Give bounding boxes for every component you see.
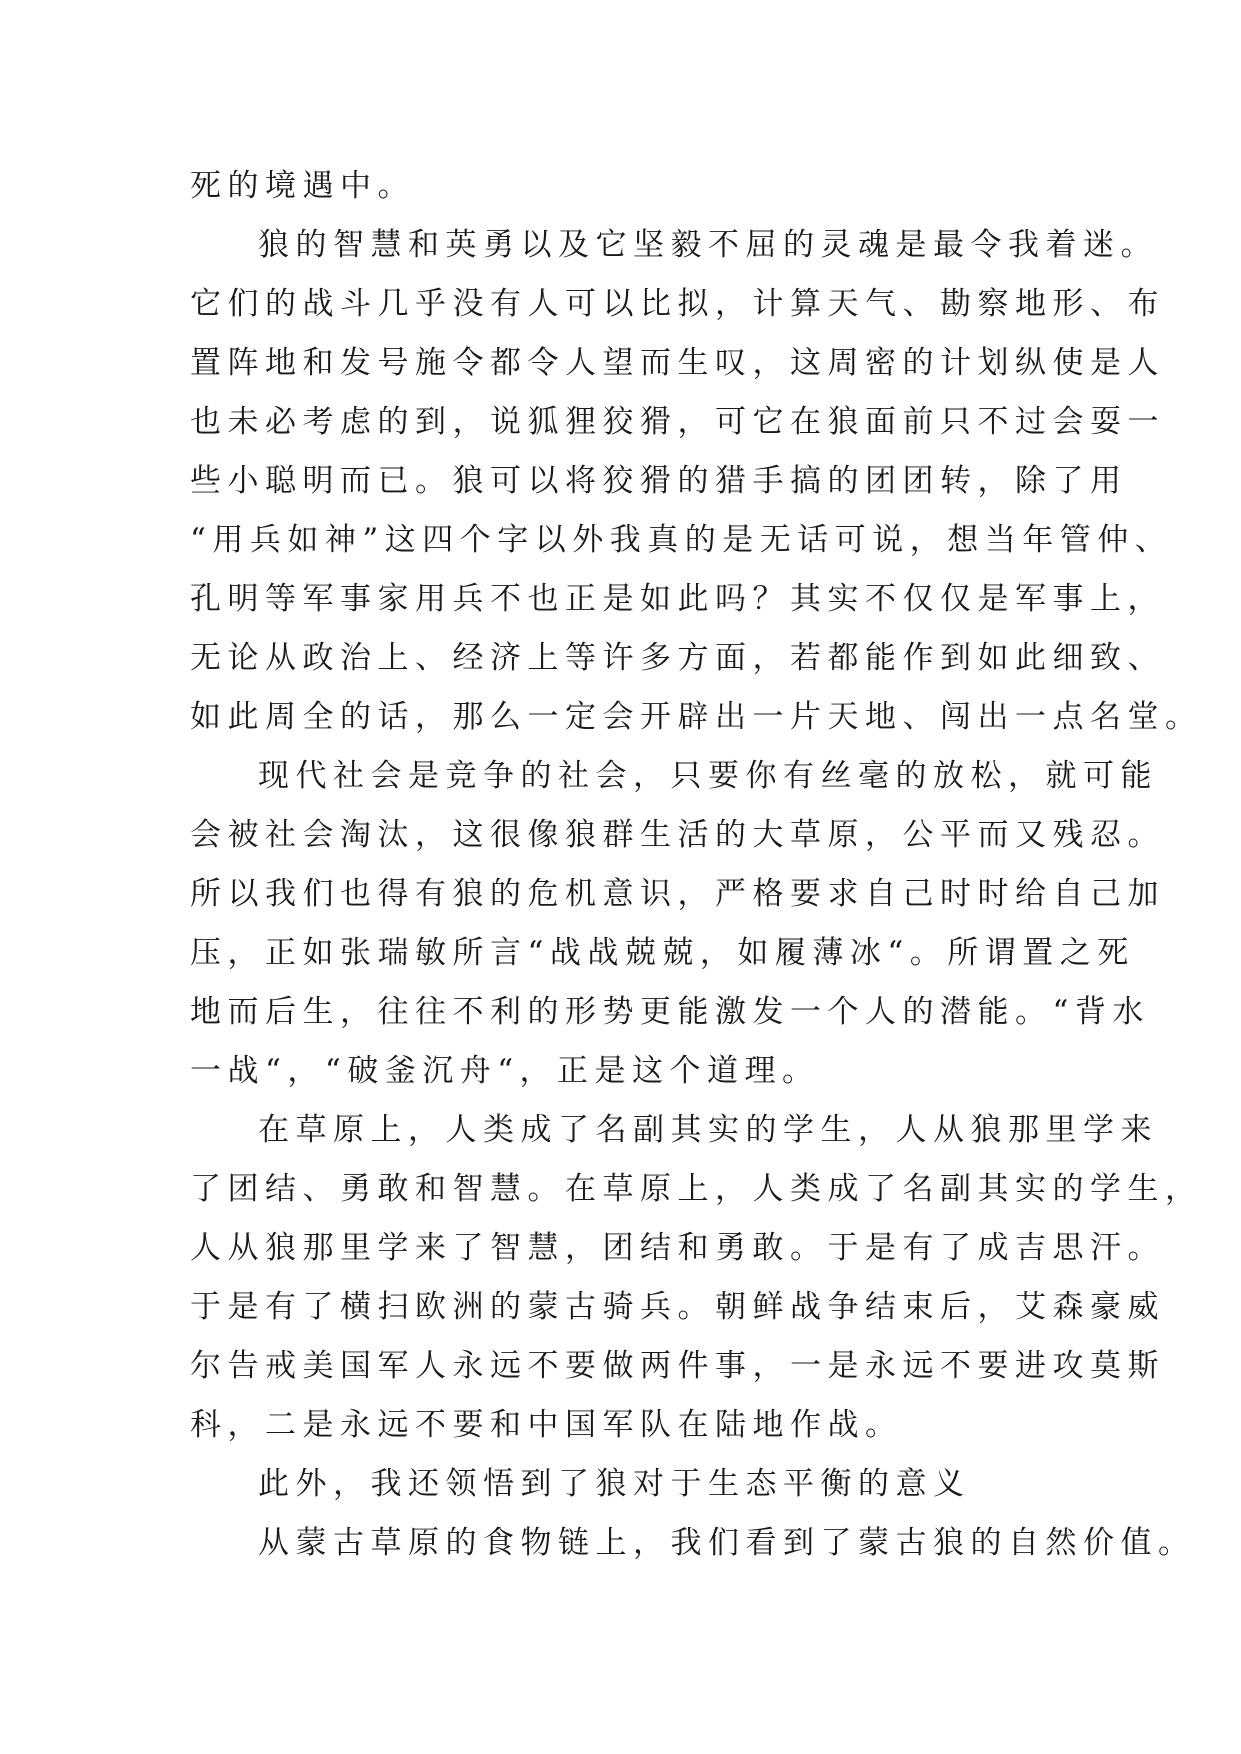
paragraph-start-line: 狼的智慧和英勇以及它坚毅不屈的灵魂是最令我着迷。 [258,227,1158,263]
text-line: 地而后生，往往不利的形势更能激发一个人的潜能。“背水 [190,994,1150,1030]
text-line: 些小聪明而已。狼可以将狡猾的猎手搞的团团转，除了用 [190,463,1128,499]
text-line: 了团结、勇敢和智慧。在草原上，人类成了名副其实的学生， [190,1171,1203,1207]
paragraph-start-line: 现代社会是竞争的社会，只要你有丝毫的放松，就可能 [258,758,1158,794]
text-line: 压，正如张瑞敏所言“战战兢兢，如履薄冰“。所谓置之死 [190,935,1135,971]
paragraph-start-line: 在草原上，人类成了名副其实的学生，人从狼那里学来 [258,1112,1158,1148]
text-line: 也未必考虑的到，说狐狸狡猾，可它在狼面前只不过会耍一 [190,404,1165,440]
document-body [190,157,1203,1573]
text-line: 于是有了横扫欧洲的蒙古骑兵。朝鲜战争结束后，艾森豪威 [190,1289,1165,1325]
text-line: 置阵地和发号施令都令人望而生叹，这周密的计划纵使是人 [190,345,1165,381]
text-line: 它们的战斗几乎没有人可以比拟，计算天气、勘察地形、布 [190,286,1165,322]
text-line: “用兵如神”这四个字以外我真的是无话可说，想当年管仲、 [190,522,1173,558]
text-line: 科，二是永远不要和中国军队在陆地作战。 [190,1407,903,1443]
paragraph-start-line: 从蒙古草原的食物链上，我们看到了蒙古狼的自然价值。 [258,1525,1196,1561]
paragraph-start-line: 此外，我还领悟到了狼对于生态平衡的意义 [258,1466,971,1502]
text-line: 无论从政治上、经济上等许多方面，若都能作到如此细致、 [190,640,1165,676]
text-line: 人从狼那里学来了智慧，团结和勇敢。于是有了成吉思汗。 [190,1230,1165,1266]
text-line: 尔告戒美国军人永远不要做两件事，一是永远不要进攻莫斯 [190,1348,1165,1384]
text-line: 死的境遇中。 [190,168,415,204]
text-line: 所以我们也得有狼的危机意识，严格要求自己时时给自己加 [190,876,1165,912]
text-line: 如此周全的话，那么一定会开辟出一片天地、闯出一点名堂。 [190,699,1203,735]
text-line: 孔明等军事家用兵不也正是如此吗？其实不仅仅是军事上， [190,581,1165,617]
text-line: 一战“，“破釜沉舟“，正是这个道理。 [190,1053,820,1089]
text-line: 会被社会淘汰，这很像狼群生活的大草原，公平而又残忍。 [190,817,1165,853]
